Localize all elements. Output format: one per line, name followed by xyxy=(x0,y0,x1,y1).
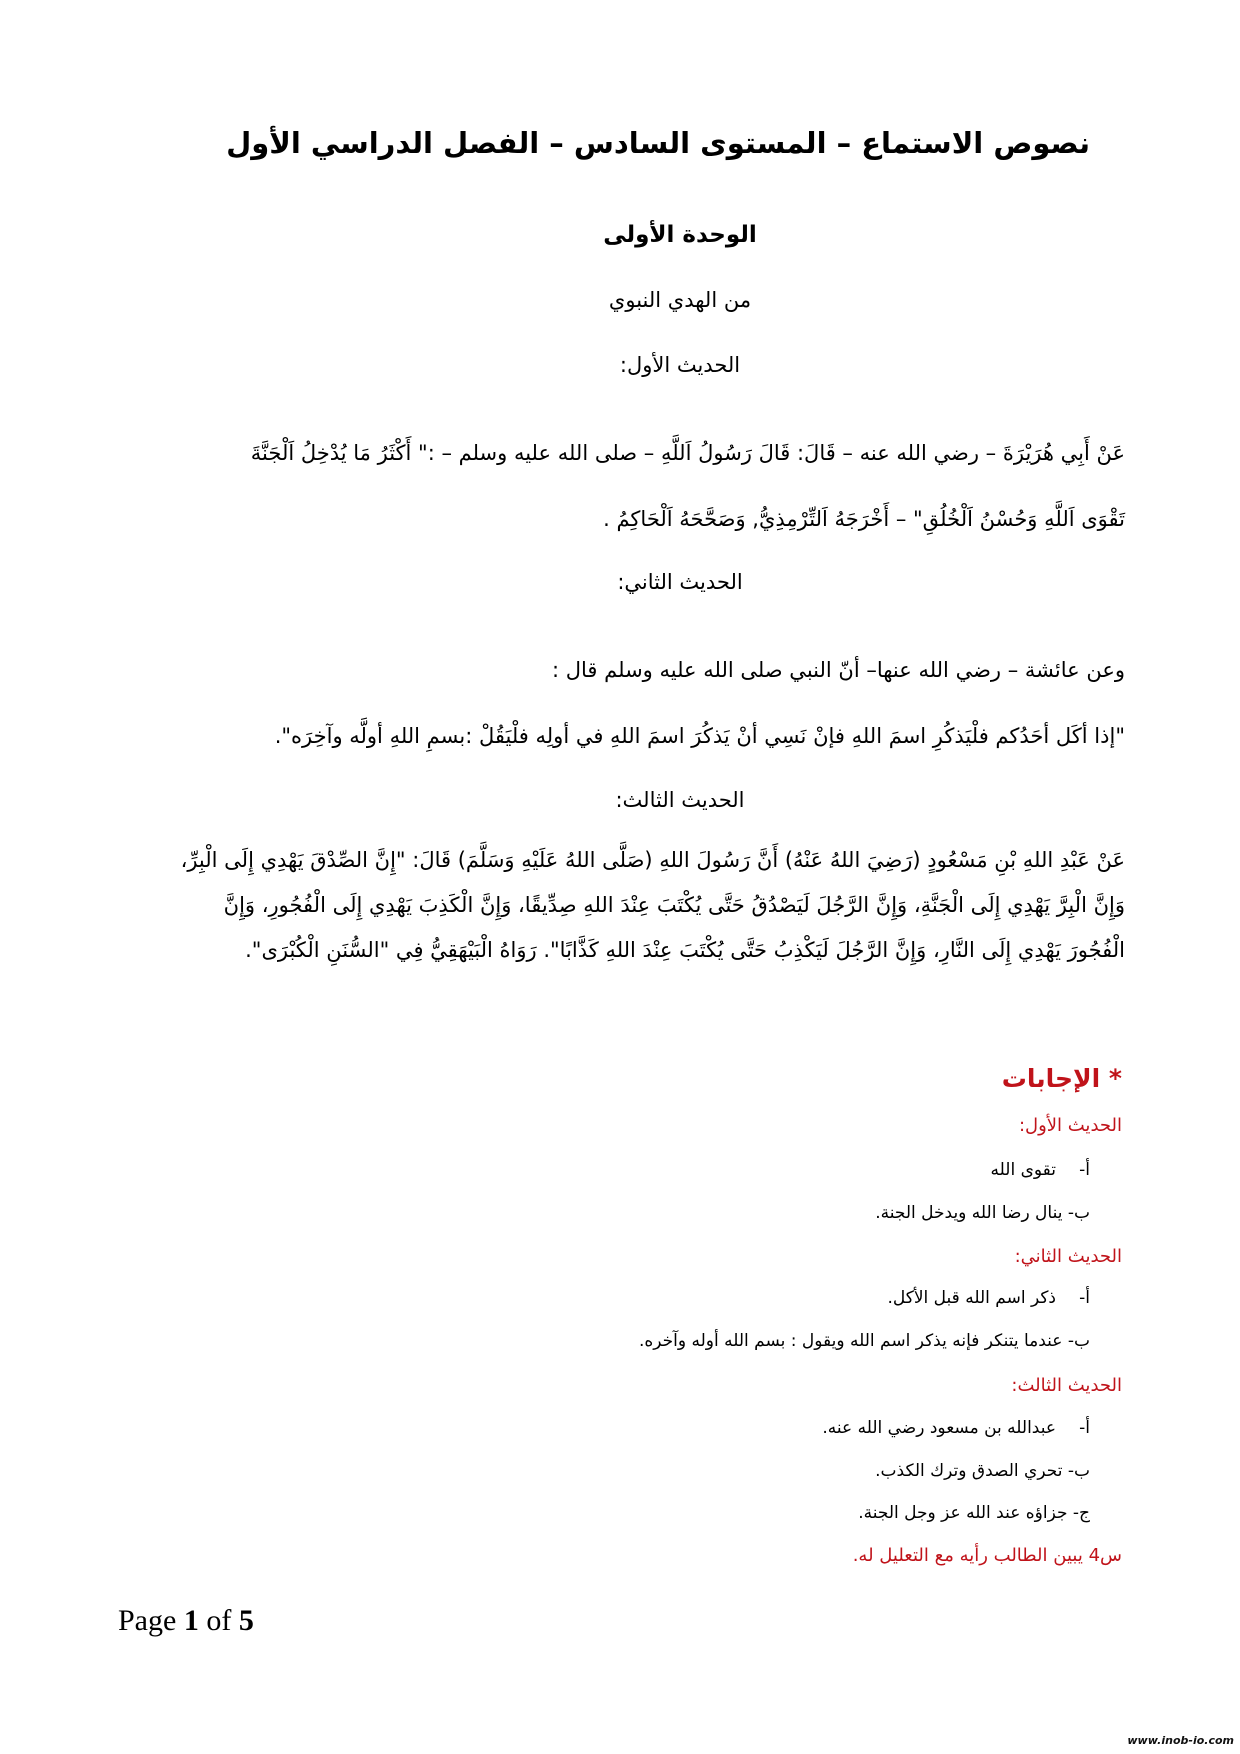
answer-item xyxy=(858,1503,1090,1523)
hadith-2-heading: الحديث الثاني: xyxy=(617,570,743,594)
hadith-1-line-1: عَنْ أَبِي هُرَيْرَةَ – رضي الله عنه – قَالَ: قَالَ رَسُولُ اَللَّهِ – صلى الله عليه وسلم – :" أَكْثَرُ مَا يُدْخِلُ اَلْجَنَّةَ xyxy=(250,441,1125,465)
page-number xyxy=(118,1604,254,1638)
hadith-3-line-3: الْفُجُورَ يَهْدِي إِلَى النَّارِ، وَإِنَّ الرَّجُلَ لَيَكْذِبُ حَتَّى يُكْتَبَ عِنْدَ اللهِ كَذَّابًا". رَوَاهُ الْبَيْهَقِيُّ فِي "السُّنَنِ الْكُبْرَى". xyxy=(245,938,1125,962)
section-heading: من الهدي النبوي xyxy=(608,288,752,312)
answer-item xyxy=(875,1203,1090,1223)
page-label: Page xyxy=(118,1604,177,1637)
answer-text: ذكر اسم الله قبل الأكل. xyxy=(887,1288,1056,1308)
page-total: 5 xyxy=(238,1604,254,1637)
answer-item xyxy=(991,1160,1090,1180)
answer-letter: ب- xyxy=(1067,1331,1090,1351)
answer-text: تقوى الله xyxy=(990,1160,1056,1180)
hadith-2-line-1: وعن عائشة – رضي الله عنها– أنّ النبي صلى الله عليه وسلم قال : xyxy=(552,658,1125,682)
hadith-3-text xyxy=(120,838,1125,973)
hadith-3-line-2: وَإِنَّ الْبِرَّ يَهْدِي إِلَى الْجَنَّةِ، وَإِنَّ الرَّجُلَ لَيَصْدُقُ حَتَّى يُكْتَبَ عِنْدَ اللهِ صِدِّيقًا، وَإِنَّ الْكَذِبَ يَهْدِي إِلَى الْفُجُورِ، وَإِنَّ xyxy=(223,893,1125,917)
answers-hadith-1-heading: الحديث الأول: xyxy=(1018,1115,1122,1136)
answer-letter: أ- xyxy=(1079,1160,1090,1180)
document-title: نصوص الاستماع – المستوى السادس – الفصل الدراسي الأول xyxy=(226,126,1090,160)
answers-heading: * الإجابات xyxy=(1001,1064,1122,1093)
unit-heading: الوحدة الأولى xyxy=(603,222,757,248)
page-current: 1 xyxy=(183,1604,199,1637)
answer-text: تحري الصدق وترك الكذب. xyxy=(875,1461,1063,1481)
hadith-1-heading: الحديث الأول: xyxy=(619,353,741,377)
answer-item xyxy=(639,1331,1090,1351)
answers-hadith-2-heading: الحديث الثاني: xyxy=(1014,1246,1122,1267)
answer-letter: أ- xyxy=(1079,1288,1090,1308)
answer-text: عندما يتنكر فإنه يذكر اسم الله ويقول : بسم الله أوله وآخره. xyxy=(638,1331,1063,1351)
watermark-link[interactable]: www.inob-io.com xyxy=(1127,1734,1234,1747)
answer-letter: ب- xyxy=(1067,1203,1090,1223)
answer-letter: ب- xyxy=(1067,1461,1090,1481)
hadith-2-text xyxy=(120,637,1125,769)
answer-letter: أ- xyxy=(1079,1418,1090,1438)
answer-item xyxy=(822,1418,1090,1438)
hadith-3-line-1: عَنْ عَبْدِ اللهِ بْنِ مَسْعُودٍ (رَضِيَ اللهُ عَنْهُ) أَنَّ رَسُولَ اللهِ (صَلَّى اللهُ عَلَيْهِ وَسَلَّمَ) قَالَ: "إِنَّ الصِّدْقَ يَهْدِي إِلَى الْبِرِّ، xyxy=(180,848,1125,872)
hadith-1-line-2: تَقْوَى اَللَّهِ وَحُسْنُ اَلْخُلُقِ" – أَخْرَجَهُ اَلتِّرْمِذِيُّ, وَصَحَّحَهُ اَلْحَاكِمُ . xyxy=(603,507,1125,531)
answer-letter: ج- xyxy=(1072,1503,1090,1523)
answer-text: ينال رضا الله ويدخل الجنة. xyxy=(875,1203,1063,1223)
answer-text: جزاؤه عند الله عز وجل الجنة. xyxy=(858,1503,1068,1523)
hadith-1-text xyxy=(120,420,1125,552)
hadith-3-heading: الحديث الثالث: xyxy=(615,788,745,812)
hadith-2-line-2: "إذا أكَل أحَدُكم فلْيَذكُرِ اسمَ اللهِ فإنْ نَسِي أنْ يَذكُرَ اسمَ اللهِ في أولِه فلْيَقُلْ :بسمِ اللهِ أولَّه وآخِرَه". xyxy=(274,724,1125,748)
answers-hadith-3-heading: الحديث الثالث: xyxy=(1011,1375,1122,1396)
answer-text: عبدالله بن مسعود رضي الله عنه. xyxy=(822,1418,1056,1438)
answer-item xyxy=(875,1461,1090,1481)
of-label: of xyxy=(206,1604,232,1637)
answer-item xyxy=(887,1288,1090,1308)
question-4-note: س4 يبين الطالب رأيه مع التعليل له. xyxy=(852,1545,1122,1566)
